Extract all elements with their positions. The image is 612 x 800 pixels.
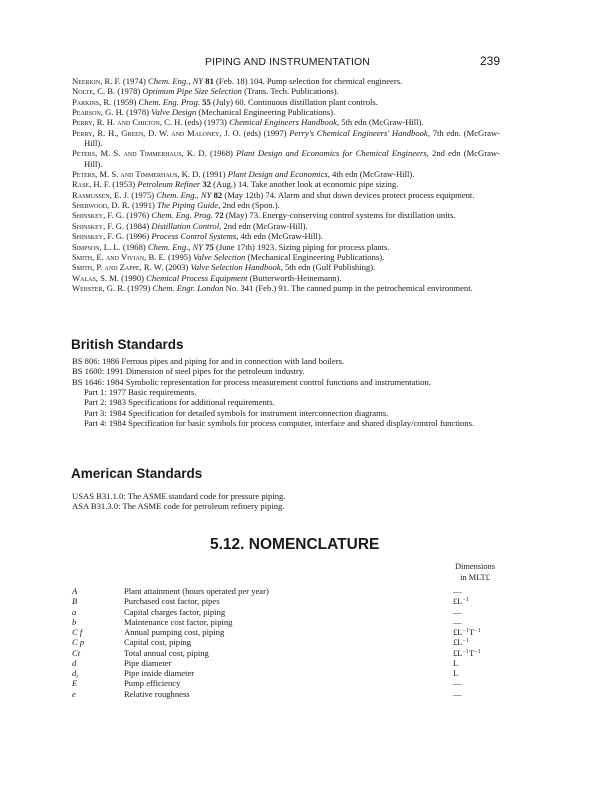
reference-authors: Smith, E. and Vivian, B. E. xyxy=(72,251,166,262)
american-standards-list xyxy=(72,491,500,512)
reference-item xyxy=(72,179,500,189)
reference-details: (Mechanical Engineering Publications). xyxy=(196,107,336,118)
reference-volume: 32 xyxy=(200,179,211,190)
reference-details: (Trans. Tech. Publications). xyxy=(241,86,339,97)
reference-title: Plant Design and Economics, xyxy=(227,169,330,180)
reference-item xyxy=(72,148,500,169)
nomenclature-dimensions: — xyxy=(453,688,462,699)
reference-item xyxy=(72,231,500,241)
page-number: 239 xyxy=(480,54,501,68)
reference-title: Chem. Engr. London xyxy=(152,282,224,293)
nomenclature-symbol: A xyxy=(72,586,78,596)
reference-title: Valve Selection Handbook, xyxy=(190,262,283,273)
reference-details: (May) 73. Energy-conserving control systems for distillation units. xyxy=(223,210,456,221)
nomenclature-row xyxy=(72,596,502,606)
reference-details: 5th edn (McGraw-Hill). xyxy=(339,117,424,128)
nomenclature-dimensions: $£L^{-1}T^{-1}$ xyxy=(453,647,481,658)
nomenclature-symbol: C p xyxy=(72,637,85,648)
reference-title: Petroleum Refiner xyxy=(137,179,201,190)
reference-title: Plant Design and Economics for Chemical Engineers, xyxy=(236,148,429,159)
reference-title: Chem. Eng., NY xyxy=(147,241,204,252)
reference-item xyxy=(72,190,500,200)
reference-year: (1968) xyxy=(120,241,148,252)
reference-volume: 75 xyxy=(203,241,214,252)
symbol-subscript: i xyxy=(76,674,78,680)
reference-details: (Butterworth-Heinemann). xyxy=(247,272,342,283)
reference-year: (1976) xyxy=(124,210,152,221)
nomenclature-symbol: C f xyxy=(72,627,83,637)
standard-part: Part 4: 1984 Specification for basic symbols for process computer, interface and shared display/control functions. xyxy=(84,418,475,429)
dimension-exponent: −1 xyxy=(474,628,481,634)
reference-authors: Perry, R. H. and Chilton, C. H. xyxy=(72,117,183,128)
reference-details: 4th edn (McGraw-Hill). xyxy=(329,169,415,180)
nomenclature-row xyxy=(72,648,502,658)
nomenclature-description: Purchased cost factor, pipes xyxy=(124,596,220,607)
reference-item xyxy=(72,76,500,86)
nomenclature-symbol: e xyxy=(72,688,76,699)
reference-year: (eds) (1973) xyxy=(182,117,230,128)
reference-item xyxy=(72,128,500,149)
reference-title: Perry's Chemical Engineers' Handbook, xyxy=(289,127,430,138)
reference-item xyxy=(72,221,500,231)
reference-title: Distillation Control, xyxy=(151,220,222,231)
nomenclature-symbol: B xyxy=(72,596,78,607)
reference-title: Chem. Eng. Prog. xyxy=(151,210,213,221)
reference-details: (Aug.) 14. Take another look at economic pipe sizing. xyxy=(211,179,399,190)
dimension-exponent: −1 xyxy=(474,648,481,655)
nomenclature-symbol: Ct xyxy=(72,647,81,658)
reference-authors: Peters, M. S. and Timmerhaus, K. D. xyxy=(72,169,201,180)
nomenclature-row xyxy=(72,678,502,688)
reference-details: (May 12th) 74. Alarm and shut down devices protect process equipment. xyxy=(222,189,475,200)
standard-part: Part 1: 1977 Basic requirements. xyxy=(84,387,197,398)
reference-title: Process Control Systems, xyxy=(151,231,239,242)
dimension-unit: T xyxy=(468,627,475,637)
nomenclature-row xyxy=(72,627,502,637)
nomenclature-description: Pipe diameter xyxy=(124,657,172,668)
american-standards-heading: American Standards xyxy=(71,466,203,481)
reference-volume: 81 xyxy=(203,76,214,86)
dimensions-units: in MLT£ xyxy=(460,572,490,582)
dimension-exponent: −1 xyxy=(462,597,469,604)
reference-details: 5th edn (Gulf Publishing). xyxy=(282,262,376,273)
reference-item xyxy=(72,283,500,293)
reference-details: 2nd edn (McGraw-Hill). xyxy=(221,220,308,231)
reference-authors: Parkins, R. xyxy=(72,96,112,107)
nomenclature-dimensions: L xyxy=(453,657,459,668)
standard-part: Part 2: 1983 Specifications for additional requirements. xyxy=(84,397,275,408)
reference-authors: Rasmussen, E. J. xyxy=(72,189,130,200)
nomenclature-description: Annual pumping cost, piping xyxy=(124,627,225,637)
reference-item xyxy=(72,210,500,220)
reference-item xyxy=(72,117,500,127)
standard-item: BS 806: 1986 Ferrous pipes and piping for and in connection with land boilers. xyxy=(72,356,345,366)
reference-year: (1991) xyxy=(200,169,228,180)
reference-authors: Sherwood, D. R. xyxy=(72,200,130,211)
reference-details: 2nd edn (McGraw-Hill). xyxy=(84,148,500,169)
nomenclature-row xyxy=(72,586,502,596)
reference-details: (July) 60. Continuous distillation plant controls. xyxy=(210,96,378,107)
nomenclature-table xyxy=(72,586,502,699)
reference-year: (1953) xyxy=(110,179,138,190)
reference-authors: Pearson, G. H. xyxy=(72,107,124,118)
nomenclature-row xyxy=(72,658,502,668)
nomenclature-row xyxy=(72,637,502,647)
reference-item xyxy=(72,169,500,179)
dimension-exponent: −1 xyxy=(462,628,469,634)
nomenclature-description: Plant attainment (hours operated per year) xyxy=(124,586,269,596)
reference-details: (June 17th) 1923. Sizing piping for process plants. xyxy=(213,241,390,252)
dimensions-column-header xyxy=(450,562,500,583)
nomenclature-symbol: a xyxy=(72,606,77,617)
reference-authors: Peters, M. S. and Timmerhaus, K. D. xyxy=(72,148,207,159)
nomenclature-dimensions: — xyxy=(453,678,462,689)
reference-title: Optimum Pipe Size Selection xyxy=(142,86,242,97)
nomenclature-symbol: E xyxy=(72,678,78,689)
reference-authors: Simpson, L. L. xyxy=(72,241,121,252)
reference-title: The Piping Guide, xyxy=(157,200,221,211)
nomenclature-description: Total annual cost, piping xyxy=(124,647,209,658)
reference-item xyxy=(72,273,500,283)
nomenclature-dimensions: L xyxy=(453,668,459,678)
dimension-exponent: −1 xyxy=(462,648,469,655)
reference-authors: Neerkin, R. F. xyxy=(72,76,121,86)
nomenclature-row xyxy=(72,607,502,617)
reference-details: 4th edn (McGraw-Hill). xyxy=(238,231,323,242)
reference-year: (1996) xyxy=(124,231,152,242)
reference-authors: Shinskey, F. G. xyxy=(72,210,125,221)
nomenclature-symbol: $d_i$ xyxy=(72,668,78,680)
reference-year: (2003) xyxy=(163,262,191,273)
reference-item xyxy=(72,252,500,262)
reference-authors: Walas, S. M. xyxy=(72,272,119,283)
nomenclature-dimensions: $£L^{-1}$ xyxy=(453,637,469,648)
reference-item xyxy=(72,262,500,272)
standard-item: BS 1600: 1991 Dimension of steel pipes for the petroleum industry. xyxy=(72,366,305,377)
nomenclature-dimensions: $£L^{-1}$ xyxy=(453,596,469,607)
nomenclature-row xyxy=(72,689,502,699)
reference-details: 2nd edn (Spon.). xyxy=(220,200,280,211)
reference-item xyxy=(72,200,500,210)
standard-part: Part 3: 1984 Specification for detailed symbols for instrument interconnection diagrams. xyxy=(84,407,389,418)
reference-title: Chemical Process Equipment xyxy=(146,272,248,283)
nomenclature-dimensions: — xyxy=(453,606,462,617)
reference-authors: Smith, P. and Zappe, R. W. xyxy=(72,262,164,273)
nomenclature-description: Maintenance cost factor, piping xyxy=(124,616,233,627)
reference-title: Chem. Eng., NY xyxy=(156,189,212,200)
reference-title: Valve Design xyxy=(151,107,197,118)
nomenclature-description: Pipe inside diameter xyxy=(124,668,195,678)
reference-year: (1978) xyxy=(123,107,152,118)
reference-volume: 72 xyxy=(212,210,224,221)
reference-title: Chem. Eng. Prog. xyxy=(138,96,201,107)
reference-authors: Perry, R. H., Green, D. W. and Maloney, J. O. xyxy=(72,127,241,138)
nomenclature-row xyxy=(72,668,502,678)
reference-year: (1975) xyxy=(129,189,157,200)
british-standards-heading: British Standards xyxy=(71,337,184,352)
reference-year: (1959) xyxy=(111,96,139,107)
nomenclature-description: Relative roughness xyxy=(124,688,190,699)
reference-year: (1984) xyxy=(124,220,152,231)
standard-item: BS 1646: 1984 Symbolic representation for process measurement control functions and instrumentation. xyxy=(72,376,431,387)
reference-year: (1991) xyxy=(129,200,158,211)
reference-year: (eds) (1997) xyxy=(240,127,290,138)
reference-volume: 55 xyxy=(200,96,211,107)
reference-details: (Mechanical Engineering Publications). xyxy=(245,251,385,262)
reference-year: (1968) xyxy=(206,148,237,159)
reference-item xyxy=(72,86,500,96)
reference-list xyxy=(72,76,500,293)
reference-year: (1990) xyxy=(118,272,147,283)
reference-item xyxy=(72,97,500,107)
reference-authors: Webster, G. R. xyxy=(72,282,126,293)
standard-item: ASA B31.3.0: The ASME code for petroleum refinery piping. xyxy=(72,501,285,512)
reference-authors: Shinskey, F. G. xyxy=(72,220,125,231)
nomenclature-heading: 5.12. NOMENCLATURE xyxy=(210,536,380,553)
nomenclature-row xyxy=(72,617,502,627)
reference-title: Chemical Engineers Handbook, xyxy=(229,117,340,128)
dimensions-label: Dimensions xyxy=(454,562,495,571)
reference-year: (1979) xyxy=(125,282,153,293)
nomenclature-dimensions: $£L^{-1}T^{-1}$ xyxy=(453,627,481,637)
reference-volume: 82 xyxy=(211,189,223,200)
standard-item: USAS B31.1.0: The ASME standard code for pressure piping. xyxy=(72,491,286,501)
reference-authors: Rase, H. F. xyxy=(72,179,111,190)
reference-year: (1995) xyxy=(165,251,194,262)
reference-item xyxy=(72,107,500,117)
nomenclature-description: Pump efficiency xyxy=(124,678,181,689)
reference-year: (1978) xyxy=(115,86,143,97)
reference-details: No. 341 (Feb.) 91. The canned pump in the petrochemical environment. xyxy=(223,282,473,293)
reference-authors: Nolte, C. B. xyxy=(72,86,116,97)
nomenclature-symbol: b xyxy=(72,616,77,627)
nomenclature-symbol: d xyxy=(72,657,77,668)
reference-authors: Shinskey, F. G. xyxy=(72,231,125,242)
reference-title: Valve Selection xyxy=(193,251,246,262)
reference-details: 7th edn. (McGraw-Hill). xyxy=(84,127,500,149)
dimension-exponent: −1 xyxy=(462,638,469,645)
nomenclature-description: Capital cost, piping xyxy=(124,637,192,648)
running-title: PIPING AND INSTRUMENTATION xyxy=(205,56,370,68)
nomenclature-dimensions: — xyxy=(453,586,462,596)
dimension-unit: T xyxy=(468,647,475,658)
reference-title: Chem. Eng., NY xyxy=(148,76,204,86)
reference-details: (Feb. 18) 104. Pump selection for chemical engineers. xyxy=(213,76,403,86)
nomenclature-dimensions: — xyxy=(453,616,462,627)
british-standards-list xyxy=(72,356,500,428)
reference-item xyxy=(72,242,500,252)
reference-year: (1974) xyxy=(120,76,148,86)
nomenclature-description: Capital charges factor, piping xyxy=(124,606,226,617)
